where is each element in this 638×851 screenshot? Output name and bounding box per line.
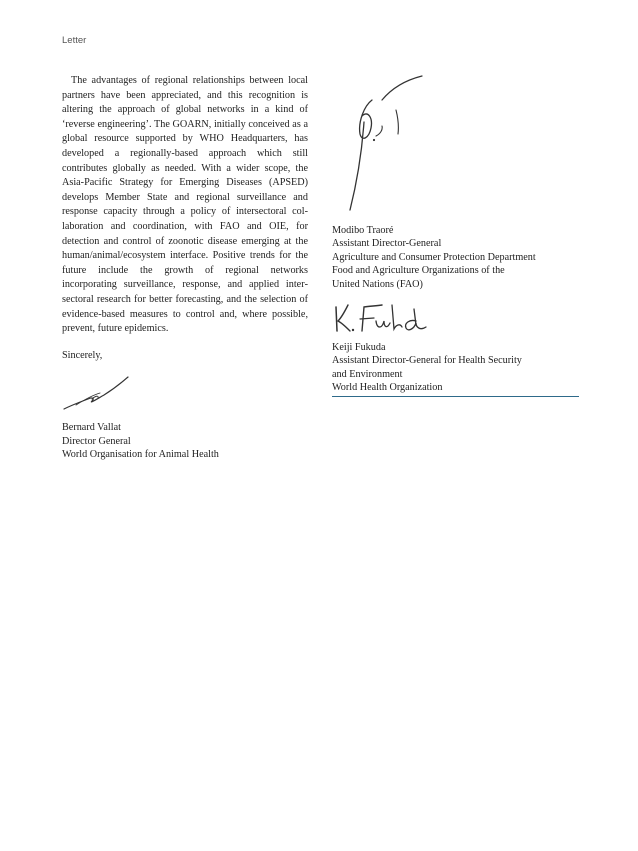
- fukuda-organization: World Health Organization: [332, 382, 443, 394]
- vallat-title: Director General: [62, 435, 131, 447]
- vallat-signature-icon: [62, 369, 132, 415]
- fukuda-name: Keiji Fukuda: [332, 342, 386, 354]
- traore-signature-block: [332, 224, 580, 291]
- letter-body-paragraph: The advantages of regional relationships between local partners have been appreciated, and this recognition is altering the approach of global networks in a kind of ‘reverse engineering’. The GOARN, initially conceived as a global resource supported by WHO Headquarters, has developed a regionally-based approach which still contributes globally as needed. With a wider scope, the Asia-Pacific Strategy for Emerging Diseases (APSED) develops Member State and regional surveillance and response capacity through a policy of intersectoral collaboration and coordination, with FAO and OIE, for detection and control of zoonotic disease emerging at the human/animal/ecosystem interface. Positive trends for the future include the growth of regional networks incorporating surveillance, response, and applied intersectoral research for better forecasting, and the selection of evidence-based measures to control and, where possible, prevent, future epidemics.: [62, 75, 308, 335]
- traore-title: Assistant Director-General: [332, 238, 442, 250]
- traore-organization-line2: United Nations (FAO): [332, 278, 423, 290]
- fukuda-signature-icon: [332, 301, 430, 335]
- vallat-organization: World Organisation for Animal Health: [62, 449, 219, 461]
- vallat-signature-block: [62, 421, 308, 461]
- running-header: Letter: [62, 35, 87, 46]
- fukuda-title-line2: and Environment: [332, 368, 403, 380]
- traore-organization-line1: Food and Agriculture Organizations of the: [332, 265, 505, 277]
- fukuda-signature-block: [332, 341, 580, 395]
- right-column: [332, 70, 580, 395]
- traore-signature-icon: [338, 70, 428, 218]
- section-divider: [332, 396, 579, 397]
- letter-closing: Sincerely,: [62, 349, 103, 361]
- fukuda-title-line1: Assistant Director-General for Health Security: [332, 355, 522, 367]
- vallat-name: Bernard Vallat: [62, 422, 121, 434]
- left-column: [62, 74, 308, 462]
- traore-department: Agriculture and Consumer Protection Department: [332, 251, 536, 263]
- traore-name: Modibo Traoré: [332, 225, 394, 236]
